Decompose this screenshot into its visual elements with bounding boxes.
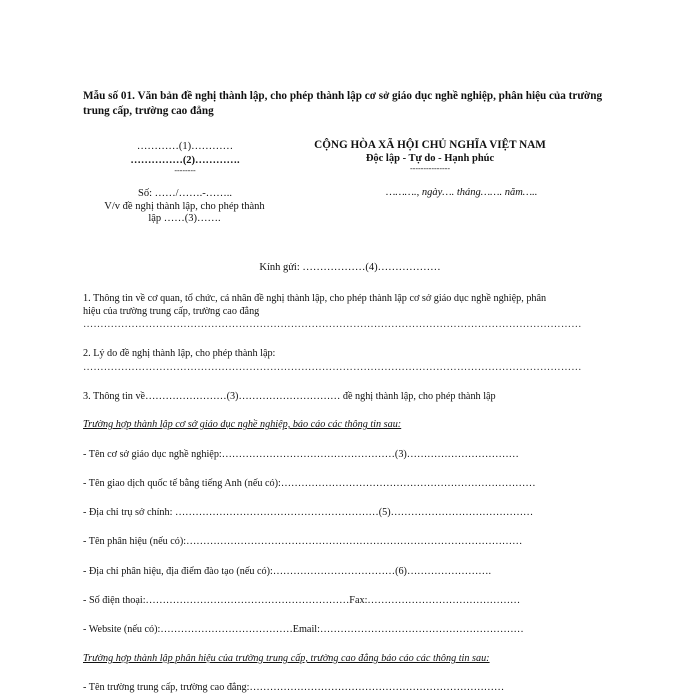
subject-line-1: V/v đề nghị thành lập, cho phép thành (104, 201, 265, 212)
case-2-heading: Trường hợp thành lập phân hiệu của trường trung cấp, trường cao đẳng báo cáo các thông tin sau: (83, 653, 490, 664)
field-website-email: - Website (nếu có):…………………………………Email:…………………………………………………… (83, 624, 524, 635)
section-1-line-2: hiệu của trường trung cấp, trường cao đẳng (83, 306, 260, 317)
left-header-separator: -------- (174, 166, 196, 175)
field-international-name: - Tên giao dịch quốc tế bằng tiếng Anh (nếu có):………………………………………………………………… (83, 478, 536, 489)
field-school-name: - Tên trường trung cấp, trường cao đẳng:………………………………………………………………… (83, 682, 505, 693)
national-title: CỘNG HÒA XÃ HỘI CHỦ NGHĨA VIỆT NAM (314, 139, 546, 151)
section-1-line-1: 1. Thông tin về cơ quan, tổ chức, cá nhân đề nghị thành lập, cho phép thành lập cơ sở giáo dục nghề nghiệp, phân (83, 293, 547, 304)
document-number: Số: ……/…….-…….. (138, 188, 232, 199)
addressee: Kính gửi: ………………(4)……………… (259, 262, 441, 273)
case-1-heading: Trường hợp thành lập cơ sở giáo dục nghề nghiệp, báo cáo các thông tin sau: (83, 419, 402, 430)
form-title: Mẫu số 01. Văn bản đề nghị thành lập, cho phép thành lập cơ sở giáo dục nghề nghiệp, phân hiệu của trường trung cấp, trường cao đẳng (83, 90, 603, 117)
fill-line-2: ……………………………………………………………………………………………………………………………… (83, 362, 582, 373)
fill-line-1: ……………………………………………………………………………………………………………………………… (83, 319, 582, 330)
field-branch-name: - Tên phân hiệu (nếu có):……………………………………………………………………………………… (83, 536, 523, 547)
field-head-office-address: - Địa chỉ trụ sở chính: ……………………………………………………(5)…………………………………… (83, 507, 534, 518)
right-header-separator: --------------- (410, 164, 450, 173)
subject-line-2: lập ……(3)……. (148, 213, 221, 224)
left-header-line-2: ……………(2)…………. (130, 155, 240, 166)
field-branch-address: - Địa chỉ phân hiệu, địa điểm đào tạo (nếu có):………………………………(6)……………………. (83, 566, 491, 577)
left-header-line-1: …………(1)………… (136, 141, 234, 152)
place-and-date: ………., ngày…. tháng……. năm….. (386, 187, 538, 198)
section-3: 3. Thông tin về……………………(3)………………………… đề nghị thành lập, cho phép thành lập (83, 391, 496, 402)
section-2: 2. Lý do đề nghị thành lập, cho phép thành lập: (83, 348, 276, 359)
field-institution-name: - Tên cơ sở giáo dục nghề nghiệp:……………………………………………(3)…………………………… (83, 449, 519, 460)
national-motto: Độc lập - Tự do - Hạnh phúc (365, 153, 495, 164)
field-phone-fax: - Số điện thoại:……………………………………………………Fax:……………………………………… (83, 595, 521, 606)
